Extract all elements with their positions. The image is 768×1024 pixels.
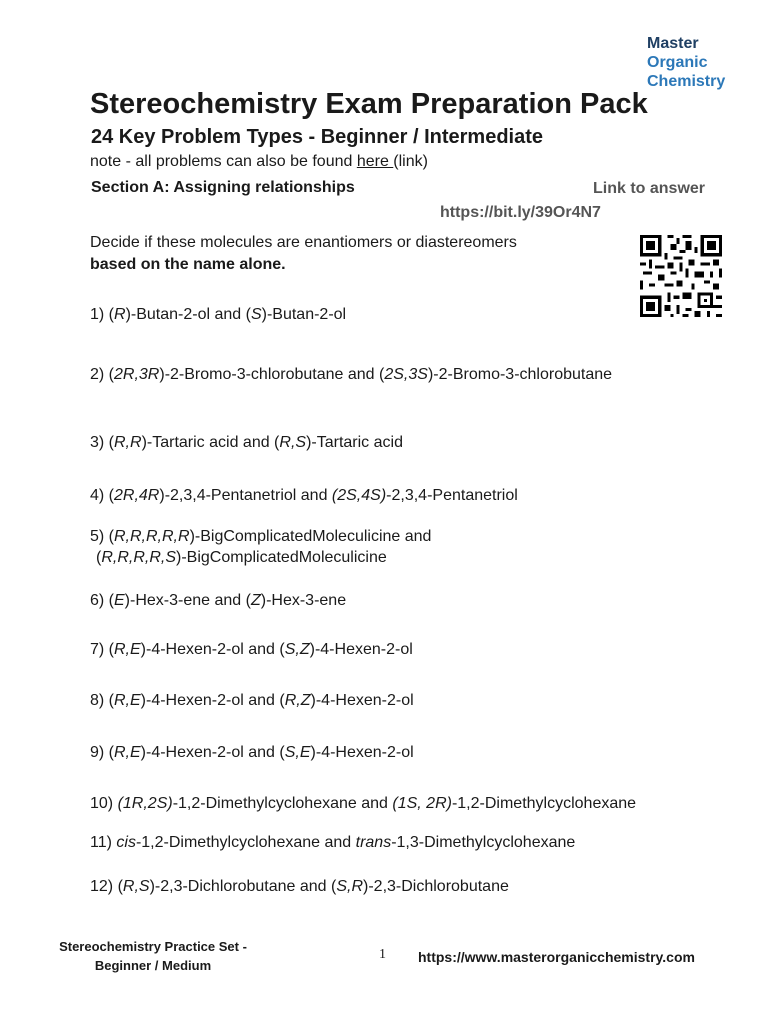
question-2: 2) (2R,3R)-2-Bromo-3-chlorobutane and (2S,3S)-2-Bromo-3-chlorobutane (90, 366, 613, 383)
footer-title: Stereochemistry Practice Set - Beginner / Medium (59, 939, 247, 973)
logo-line-2: Organic (647, 54, 708, 71)
instruction-text: Decide if these molecules are enantiomers or diastereomers (90, 234, 517, 251)
brand-logo (647, 34, 725, 91)
question-10: 10) (1R,2S)-1,2-Dimethylcyclohexane and (1S, 2R)-1,2-Dimethylcyclohexane (90, 795, 637, 812)
question-11: 11) cis-1,2-Dimethylcyclohexane and trans-1,3-Dimethylcyclohexane (90, 834, 576, 851)
page-subtitle: 24 Key Problem Types - Beginner / Intermediate (91, 126, 543, 148)
question-3: 3) (R,R)-Tartaric acid and (R,S)-Tartaric acid (90, 434, 403, 451)
qr-code-icon[interactable] (637, 232, 725, 320)
instruction-bold: based on the name alone. (90, 256, 286, 273)
instructions (90, 232, 517, 276)
footer-url[interactable]: https://www.masterorganicchemistry.com (418, 949, 695, 965)
here-link[interactable]: here (356, 153, 394, 170)
note-line (90, 153, 428, 171)
page-number: 1 (379, 947, 386, 962)
note-prefix: note - all problems can also be found (90, 153, 357, 170)
logo-line-3: Chemistry (647, 73, 726, 90)
page-title: Stereochemistry Exam Preparation Pack (90, 88, 648, 120)
question-1: 1) (R)-Butan-2-ol and (S)-Butan-2-ol (90, 306, 347, 323)
section-title: Section A: Assigning relationships (91, 179, 355, 196)
question-12: 12) (R,S)-2,3-Dichlorobutane and (S,R)-2,3-Dichlorobutane (90, 878, 509, 895)
question-8: 8) (R,E)-4-Hexen-2-ol and (R,Z)-4-Hexen-2-ol (90, 692, 414, 709)
answer-link-label: Link to answer (593, 180, 706, 197)
note-suffix: (link) (393, 153, 428, 170)
answer-link-url[interactable]: https://bit.ly/39Or4N7 (440, 204, 601, 221)
logo-line-1: Master (647, 35, 699, 52)
question-7: 7) (R,E)-4-Hexen-2-ol and (S,Z)-4-Hexen-2-ol (90, 641, 413, 658)
question-5: 5) (R,R,R,R,R)-BigComplicatedMoleculicine and (R,R,R,R,S)-BigComplicatedMoleculicine (90, 528, 432, 566)
question-6: 6) (E)-Hex-3-ene and (Z)-Hex-3-ene (90, 592, 347, 609)
question-4: 4) (2R,4R)-2,3,4-Pentanetriol and (2S,4S)-2,3,4-Pentanetriol (90, 487, 518, 504)
question-9: 9) (R,E)-4-Hexen-2-ol and (S,E)-4-Hexen-2-ol (90, 744, 414, 761)
